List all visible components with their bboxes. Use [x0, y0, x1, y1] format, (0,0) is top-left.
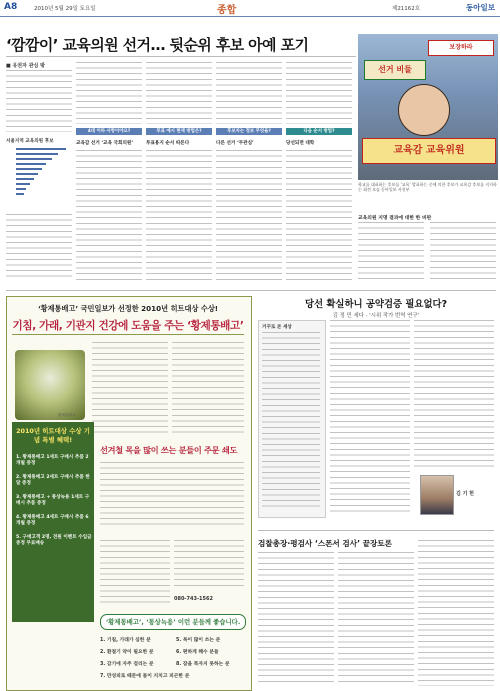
- story-column-2: [76, 62, 142, 124]
- story-body-6: [358, 222, 424, 282]
- product-jar-image: [15, 350, 85, 420]
- benefit-item: 5. 목이 많이 쓰는 분: [176, 638, 221, 643]
- issue-date: 2010년 5월 29일 토요일: [34, 6, 96, 12]
- special-offer-title: 2010년 히트대상 수상 기념 특별 혜택!: [16, 427, 90, 444]
- ad-headline: 기침, 가래, 기관지 건강에 도움을 주는 ‘황제통배고’: [12, 320, 244, 332]
- chart-bar: [16, 163, 46, 165]
- newspaper-name: 동아일보: [466, 3, 495, 12]
- chart-bar: [16, 173, 38, 175]
- issue-number: 제21162호: [392, 6, 421, 12]
- story-body-3: [146, 150, 212, 280]
- offer-item: 1. 황제통배고 1세트 구매시 추품 2개월 증정: [16, 455, 89, 466]
- story-body-4: [216, 150, 282, 280]
- protest-sign: 보장하라: [428, 40, 494, 56]
- top-headline: ‘깜깜이’ 교육의원 선거… 뒷순위 후보 아예 포기: [6, 36, 309, 54]
- chart-title: 서울지역 교육의원 후보: [6, 139, 54, 144]
- second-headline: 검찰총장·평검사 ‘스폰서 검사’ 끝장토론: [258, 539, 392, 548]
- second-body-1: [258, 552, 334, 686]
- chart-bar: [16, 183, 30, 185]
- benefit-item: 3. 감기에 자주 걸리는 분: [100, 662, 154, 667]
- subhead-5: 교육의원 지명 결과에 대한 한 비판: [358, 216, 432, 221]
- question-box-2: 투표 예시 현재 방법은?: [146, 128, 212, 135]
- column-byline: 김 정 민 세다 · ‘시위 작가 번역 연구’: [332, 313, 420, 319]
- sidebar-text: [262, 332, 320, 510]
- offer-item: 2. 황제통배고 2세트 구매시 추품 한 달 증정: [16, 475, 90, 486]
- benefit-item: 8. 잠을 푹자지 못하는 분: [176, 662, 230, 667]
- question-box-1: 4대 이하 사항이야요?: [76, 128, 142, 135]
- protest-sign: 선거 비둘: [364, 60, 426, 80]
- story-body-1: [6, 214, 72, 280]
- ad-body-2: [100, 540, 170, 606]
- story-column-4: [216, 62, 282, 124]
- column-box-label: 거꾸로 본 세상: [262, 325, 292, 330]
- ad-body-3: [174, 540, 244, 588]
- right-divider: [258, 530, 494, 531]
- chart-bar: [16, 168, 42, 170]
- order-phone[interactable]: 080-743-1562: [174, 596, 213, 602]
- benefit-item: 1. 기침, 가래가 심한 분: [100, 638, 151, 643]
- second-body-3: [418, 540, 494, 686]
- subhead-1: 교육감 선거 ‘교육 국회의원’: [76, 141, 134, 146]
- ad-award-line: ‘황제통배고’ 국민일보가 선정한 2010년 히트대상 수상!: [37, 304, 219, 313]
- headline-rule: [6, 56, 356, 57]
- chart-bar: [16, 148, 66, 150]
- story-column-1: [6, 70, 72, 132]
- section-title: 종합: [217, 5, 237, 16]
- author-portrait: [420, 475, 454, 515]
- subhead-4: 당선되면 대학: [286, 141, 315, 146]
- story-kicker: ■ 유권자 관심 밖: [6, 63, 45, 69]
- chart-bar: [16, 178, 34, 180]
- story-column-5: [286, 62, 352, 124]
- ad-target-banner: ‘황제통배고’, ‘통상녹용’ 이런 분들께 좋습니다.: [100, 614, 246, 630]
- benefit-item: 7. 만성피로 때문에 몸이 지치고 피곤한 분: [100, 674, 190, 679]
- chart-bar: [16, 193, 24, 195]
- ad-text-col-2: [172, 342, 244, 434]
- subhead-3: 다른 선거 ‘무관심’: [216, 141, 254, 146]
- protest-banner: 교육감 교육위원: [362, 138, 496, 164]
- story-body-5: [286, 150, 352, 280]
- column-body-1: [330, 320, 410, 516]
- question-box-4: 다음 순서 방법?: [286, 128, 352, 135]
- second-body-2: [338, 552, 414, 686]
- page-number: A8: [4, 2, 18, 12]
- benefit-item: 6. 편하게 해수 분들: [176, 650, 219, 655]
- subhead-2: 투표용지 순서 따른다: [146, 141, 190, 146]
- protester-face: [398, 84, 450, 136]
- story-column-3: [146, 62, 212, 124]
- chart-bar: [16, 188, 26, 190]
- offer-item: 5. 구매고객 2명, 전원 이벤트 수입금 증정 무료배송: [16, 535, 92, 546]
- protest-photo: [358, 34, 498, 180]
- product-caption: 황제통배고: [58, 413, 76, 417]
- benefit-item: 2. 환절기 약이 필요한 분: [100, 650, 154, 655]
- chart-bar: [16, 153, 58, 155]
- ad-subheadline: 선겨철 목을 많이 쓰는 분들이 주문 쇄도: [100, 445, 238, 455]
- author-name: 김 기 헌: [456, 491, 474, 497]
- ad-rule: [12, 334, 244, 335]
- section-divider: [6, 290, 496, 291]
- column-body-2: [414, 320, 494, 470]
- photo-caption: 학교를 대표하는 후보를 ‘교육’ 발표하는 중에 의한 후보가 교육감 후보를 지지하는 회견 모습 동아일보 사진부: [358, 182, 497, 193]
- chart-bar: [16, 158, 52, 160]
- offer-item: 4. 황제통배고 4세트 구매시 추품 6개월 증정: [16, 515, 89, 526]
- story-body-7: [430, 222, 496, 282]
- column-headline: 당선 확실하니 공약검증 필요없다?: [304, 299, 448, 310]
- offer-item: 3. 황제통배고 + 통상녹용 1세트 구매시 추품 증정: [16, 495, 90, 506]
- story-body-2: [76, 150, 142, 280]
- ad-text-col-1: [92, 342, 168, 434]
- candidate-chart: [6, 138, 72, 210]
- ad-body: [100, 462, 244, 526]
- question-box-3: 후보자는 정보 무엇을?: [216, 128, 282, 135]
